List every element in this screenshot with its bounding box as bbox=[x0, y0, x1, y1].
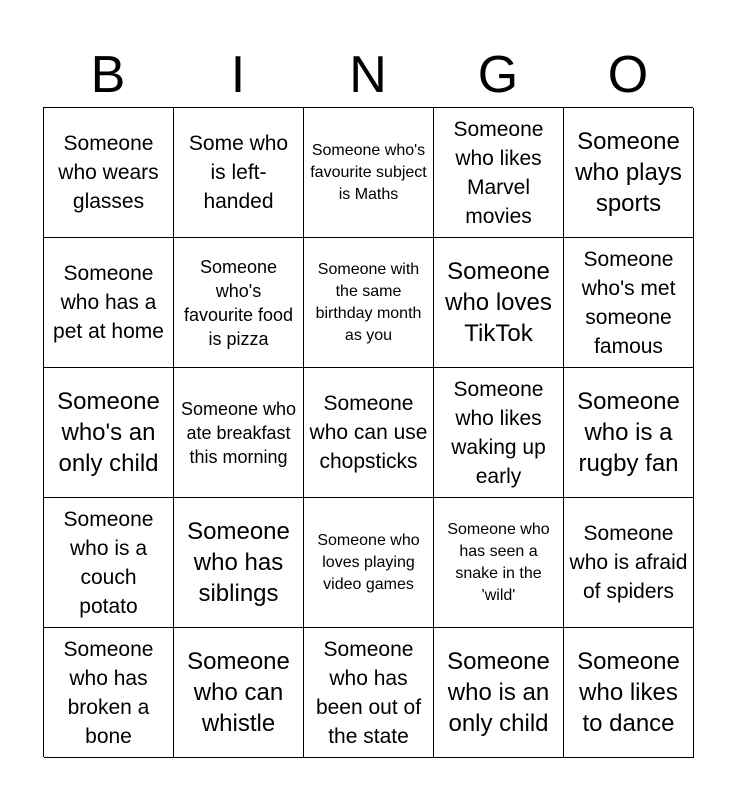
bingo-cell[interactable] bbox=[174, 108, 304, 238]
bingo-cell-text: Someone who has seen a snake in the 'wild' bbox=[447, 520, 550, 604]
bingo-cell-text: Someone with the same birthday month as you bbox=[315, 260, 422, 344]
header-letter-g: G bbox=[477, 46, 519, 104]
bingo-cell-text: Someone who ate breakfast this morning bbox=[180, 398, 297, 467]
bingo-cell-text: Someone who wears glasses bbox=[58, 132, 159, 213]
bingo-cell[interactable] bbox=[174, 628, 304, 758]
bingo-cell[interactable] bbox=[44, 108, 174, 238]
bingo-cell[interactable] bbox=[434, 368, 564, 498]
header-letter-n: N bbox=[349, 46, 387, 104]
bingo-cell-text: Someone who has siblings bbox=[187, 518, 290, 607]
bingo-cell-text: Someone who is afraid of spiders bbox=[569, 522, 688, 603]
bingo-cell-text: Someone who is a rugby fan bbox=[577, 388, 680, 477]
bingo-cell-text: Someone who's met someone famous bbox=[581, 247, 676, 358]
bingo-cell-text: Someone who's an only child bbox=[57, 388, 160, 477]
header-letter-o: O bbox=[607, 46, 649, 104]
bingo-cell-text: Someone who loves playing video games bbox=[317, 531, 420, 593]
bingo-cell-text: Someone who has broken a bone bbox=[63, 637, 154, 748]
bingo-cell[interactable] bbox=[304, 108, 434, 238]
bingo-cell-text: Someone who is an only child bbox=[447, 648, 550, 737]
bingo-cell[interactable] bbox=[174, 238, 304, 368]
bingo-cell-text: Some who is left-handed bbox=[188, 132, 289, 213]
bingo-cell-text: Someone who is a couch potato bbox=[63, 507, 154, 618]
bingo-cell[interactable] bbox=[174, 498, 304, 628]
bingo-cell[interactable] bbox=[564, 368, 694, 498]
bingo-cell-text: Someone who has a pet at home bbox=[53, 262, 164, 343]
bingo-cell-text: Someone who's favourite food is pizza bbox=[183, 256, 294, 349]
bingo-cell-text: Someone who's favourite subject is Maths bbox=[310, 141, 427, 203]
bingo-cell[interactable] bbox=[304, 498, 434, 628]
bingo-cell[interactable] bbox=[564, 108, 694, 238]
bingo-cell[interactable] bbox=[434, 238, 564, 368]
bingo-cell[interactable] bbox=[564, 238, 694, 368]
bingo-cell[interactable] bbox=[434, 628, 564, 758]
bingo-cell[interactable] bbox=[44, 368, 174, 498]
bingo-cell-text: Someone who plays sports bbox=[575, 128, 682, 217]
bingo-cell[interactable] bbox=[44, 498, 174, 628]
header-letter-b: B bbox=[90, 46, 126, 104]
bingo-cell-text: Someone who can use chopsticks bbox=[309, 392, 428, 473]
bingo-cell[interactable] bbox=[44, 628, 174, 758]
bingo-cell-text: Someone who likes waking up early bbox=[451, 377, 546, 488]
bingo-cell-text: Someone who likes to dance bbox=[577, 648, 680, 737]
bingo-cell[interactable] bbox=[44, 238, 174, 368]
bingo-cell[interactable] bbox=[174, 368, 304, 498]
bingo-cell[interactable] bbox=[564, 628, 694, 758]
bingo-cell[interactable] bbox=[304, 628, 434, 758]
bingo-cell-text: Someone who loves TikTok bbox=[445, 258, 552, 347]
bingo-cell[interactable] bbox=[564, 498, 694, 628]
bingo-cell[interactable] bbox=[304, 368, 434, 498]
bingo-cell-text: Someone who can whistle bbox=[187, 648, 290, 737]
bingo-cell[interactable] bbox=[434, 108, 564, 238]
bingo-header bbox=[43, 42, 693, 108]
bingo-cell-text: Someone who likes Marvel movies bbox=[453, 117, 544, 228]
bingo-cell[interactable] bbox=[434, 498, 564, 628]
bingo-card-grid bbox=[43, 107, 693, 757]
bingo-cell[interactable] bbox=[304, 238, 434, 368]
header-letter-i: I bbox=[230, 46, 246, 104]
bingo-cell-text: Someone who has been out of the state bbox=[315, 637, 422, 748]
